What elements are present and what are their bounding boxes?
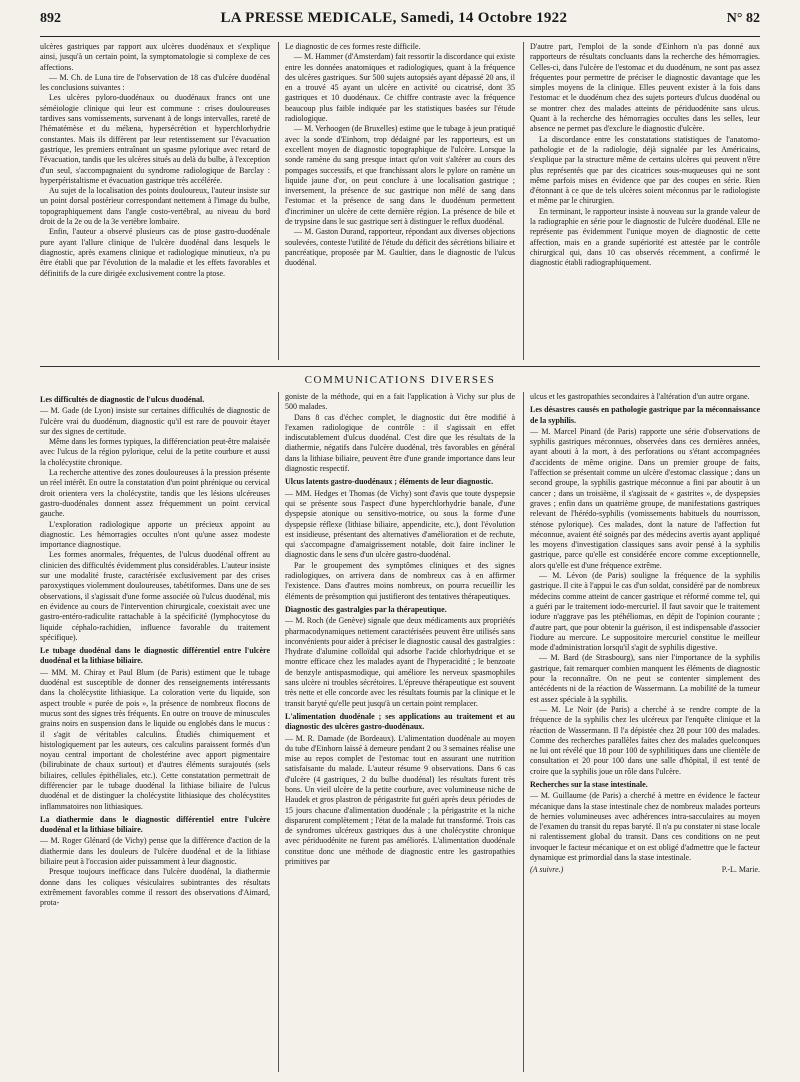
article-heading: Diagnostic des gastralgies par la thérapeutique. <box>285 604 447 614</box>
page-header <box>40 10 760 37</box>
paragraph: — M. Gaston Durand, rapporteur, répondant aux diverses objections soulevées, conteste l'utilité de l'étude du déficit des sécrétions biliaire et pancréatique, proposée par M. Gaultier, dans le diagnostic de l'ulcus duodénal. <box>285 227 515 268</box>
article-heading: Les difficultés de diagnostic de l'ulcus duodénal. <box>40 395 205 404</box>
article-heading: Recherches sur la stase intestinale. <box>530 779 648 789</box>
article-heading: La diathermie dans le diagnostic différentiel entre l'ulcère duodénal et la lithiase biliaire. <box>40 814 270 835</box>
column-divider <box>278 392 279 1072</box>
bottom-column-1 <box>40 392 270 1072</box>
article-heading: Les désastres causés en pathologie gastrique par la méconnaissance de la syphilis. <box>530 405 760 425</box>
paragraph: — M. Roger Glénard (de Vichy) pense que la différence d'action de la diathermie dans les douleurs de l'ulcère duodénal et de la lithiase biliaire peut à l'occasion aider puissamment à leur diagnostic. <box>40 836 270 867</box>
bottom-column-2 <box>285 392 515 1072</box>
issue-number: N° 82 <box>726 11 760 26</box>
section-rule <box>40 366 760 367</box>
paragraph: — M. Hammer (d'Amsterdam) fait ressortir la discordance qui existe entre les données anatomiques et radiologiques, quant à la fréquence des ulcères gastriques. Sur 500 sujets autopsiés ayant dépassé 20 ans, il en a trouvé 45 ayant un ulcère en activité ou cicatrisé, dont 35 gastriques et 10 duodénaux. Ce chiffre contraste avec la fréquence beaucoup plus faible indiquée par les statistiques basées sur l'étude radiologique. <box>285 52 515 124</box>
paragraph: — M. Roch (de Genève) signale que deux médicaments aux propriétés pharmacodynamiques nettement caractérisées peuvent être utilisés sans inconvénients pour aider à préciser le diagnostic causal des gastralgies : l'hydrate d'alumine colloïdal qui adsorbe l'acide chlorhydrique et se montre efficace chez les malades ayant de l'hyperacidité ; le benzoate de benzyle antispasmodique, qui améliore les nerveux spasmophiles sans ulcère ni troubles sécrétoires. L'épreuve thérapeutique est souvent très nette et elle concorde avec les résultats fournis par la clinique et le transit baryté qu'elle peut jusqu'à un certain point remplacer. <box>285 616 515 708</box>
paragraph: Au sujet de la localisation des points douloureux, l'auteur insiste sur un point dorsal postérieur correspondant nettement à l'image du bulbe, topographiquement dans l'angle costo-vertébral, au niveau du bord droit de la 2e ou de la 3e vertèbre lombaire. <box>40 186 270 227</box>
paragraph: — M. Lévon (de Paris) souligne la fréquence de la syphilis gastrique. Il cite à l'appui le cas d'un soldat, considéré par de nombreux médecins comme atteint de cancer gastrique et réformé comme tel, qui a guéri par le traitement iodo-mercuriel. Il faut savoir que le traitement iodure n'aggrave pas les ptéhéliomas, en dépit de l'opinion courante ; d'autre part, que pour obtenir la guérison, il est indispensable d'associer l'iodure au mercure. Le suppositoire mercuriel constitue le meilleur mode d'administration lorsqu'il s'agit de syphilis digestive. <box>530 571 760 653</box>
column-divider <box>523 392 524 1072</box>
paragraph: Les ulcères pyloro-duodénaux ou duodénaux francs ont une séméiologie clinique qui leur est commune : crises douloureuses tardives sans vomissements, survenant à de longs intervalles, rareté de l'hématémèse et du mélæna, hypersécrétion et hyperchlorhydrie constantes. Mais ils diffèrent par leur retentissement sur l'évacuation gastrique, les premiers entraînant un spasme pylorique avec retard de l'évacuation, tandis que les ulcères situés au delà du bulbe, à l'exception d'un seul, s'accompagnaient du syndrome radiologique de Barclay : hyperpéristaltisme et évacuation gastrique très accélérée. <box>40 93 270 185</box>
paragraph: Le diagnostic de ces formes reste difficile. <box>285 42 421 51</box>
paragraph: goniste de la méthode, qui en a fait l'application à Vichy sur plus de 500 malades. <box>285 392 515 412</box>
paragraph: La recherche attentive des zones douloureuses à la pression présente un réel intérêt. En outre la constatation d'un point phrénique ou cervical droit orientera vers la cholécystite, tandis que les lésions ulcéreuses gastro-duodénales donnent assez fréquemment un point cervical gauche. <box>40 468 270 519</box>
paragraph: Même dans les formes typiques, la différenciation peut-être malaisée avec l'ulcus de la région pylorique, celui de la petite courbure et aussi la cholécystite chronique. <box>40 437 270 467</box>
author-signature: P.-L. Marie. <box>721 865 760 875</box>
paragraph: — M. Guillaume (de Paris) a cherché à mettre en évidence le facteur mécanique dans la stase intestinale chez de nombreux malades porteurs de hernies volumineuses avec adhérences intra-sacculaires au moyen de l'examen du transit du repas baryté. Il n'a pu constater ni stase locale ni ralentissement global du transit. Dans ces conditions on ne peut invoquer le facteur mécanique et on est obligé d'admettre que le facteur dynamique est primordial dans la stase intestinale. <box>530 791 760 863</box>
paragraph: Dans 8 cas d'échec complet, le diagnostic dut être modifié à l'examen radiologique de contrôle : il s'agissait en effet indiscutablement d'ulcus duodénal. C'est dire que les résultats de la diathermie, négatifs dans l'ulcère duodénal, très favorables en général dans la lithiase biliaire, peuvent être d'une grande importance dans leur diagnostic respectif. <box>285 412 515 474</box>
article-heading: Le tubage duodénal dans le diagnostic différentiel entre l'ulcère duodénal et la lithiase biliaire. <box>40 646 270 666</box>
top-column-2 <box>285 42 515 360</box>
bottom-column-3 <box>530 392 760 1072</box>
signature-line <box>530 865 760 875</box>
paragraph: ulcères gastriques par rapport aux ulcères duodénaux et s'explique ainsi, jusqu'à un certain point, la symptomatologie si complexe de ces affections. <box>40 42 270 72</box>
paragraph: — M. Gade (de Lyon) insiste sur certaines difficultés de diagnostic de l'ulcère vrai du duodénum, diagnostic qu'il est rare de pouvoir étayer sur des signes de certitude. <box>40 406 270 436</box>
paragraph: — M. R. Damade (de Bordeaux). L'alimentation duodénale au moyen du tube d'Einhorn laissé à demeure pendant 2 ou 3 semaines réalise une mise au repos complet de l'estomac tout en assurant une nutrition satisfaisante du malade. L'auteur résume 9 observations. Dans 6 cas d'ulcère (4 gastriques, 2 du bulbe duodénal) les résultats furent très bons. Un vieil ulcère de la petite courbure, avec volumineuse niche de Haudek et gros plastron de périgastrite fut guéri après deux périodes de 15 jours chacune d'alimentation duodénale ; la périgastrite et la niche disparurent complètement ; l'état de la malade fut transformé. Trois cas de syndromes ulcéreux gastriques dus à une cholécystite chronique avec périduodénite ne furent pas améliorés. L'alimentation duodénale constitue donc une méthode de diagnostic entre les gastropathies primitives par <box>285 733 515 867</box>
article-heading: Ulcus latents gastro-duodénaux ; éléments de leur diagnostic. <box>285 477 494 487</box>
to-be-continued: (A suivre.) <box>530 865 564 875</box>
column-divider <box>523 42 524 360</box>
article-heading: L'alimentation duodénale ; ses applications au traitement et au diagnostic des ulcères gastro-duodénaux. <box>285 711 515 732</box>
top-column-3 <box>530 42 760 360</box>
column-divider <box>278 42 279 360</box>
paragraph: — MM. Hedges et Thomas (de Vichy) sont d'avis que toute dyspepsie qui se présente sous l'aspect d'une hyperchlorhydrie banale, d'une dyspepsie atonique ou sensitivo-motrice, ou sous la forme d'une dyspepsie réflexe (lithiase biliaire, appendicite, etc.), dont l'évolution est insidieuse, présentant des alternatives d'amélioration et de rechute, qui s'accompagne d'amaigrissement notable, doit faire incliner le diagnostic dans le sens d'un ulcère gastro-duodénal. <box>285 488 515 560</box>
journal-title: LA PRESSE MEDICALE, Samedi, 14 Octobre 1922 <box>220 10 568 26</box>
paragraph: L'exploration radiologique apporte un précieux appoint au diagnostic. Les hémorragies occultes n'ont qu'une assez modeste importance diagnostique. <box>40 519 270 550</box>
paragraph: — M. Verhoogen (de Bruxelles) estime que le tubage à jeun pratiqué avec la sonde d'Einhorn, trop dédaigné par les rapporteurs, est un excellent moyen de diagnostic topographique de l'ulcère. Lorsque la sonde ramène du sang presque intact qu'on voit s'altérer au cours des pompages successifs, et que franchissant alors le pylore on ramène un liquide jaune d'or, on peut conclure à une localisation gastrique ; inversement, la présence de suc gastrique non mêlé de sang dans l'estomac et la présence de sang dans le duodénum permettent d'incriminer un ulcère de cette dernière région. La présence de bile et de trypsine dans le suc gastrique sert à distinguer le reflux duodénal. <box>285 124 515 227</box>
paragraph: Enfin, l'auteur a observé plusieurs cas de ptose gastro-duodénale pure ayant l'allure clinique de l'ulcère duodénal dans lesquels le diagnostic, après examens clinique et radiologique minutieux, n'a pu être établi que par l'évolution de la maladie et les effets favorables et définitifs de la cure dirigée exclusivement contre la ptose. <box>40 227 270 278</box>
paragraph: Les formes anormales, fréquentes, de l'ulcus duodénal offrent au clinicien des difficultés évidemment plus considérables. L'auteur insiste sur une modalité fruste, caractérisée exclusivement par des crises paroxystiques violemment douloureuses, tabétiformes. Dans une de ses observations, il s'agissait d'une forme associée où l'ulcus duodénal, mis en évidence au cours de l'intervention chirurgicale, coexistait avec une gastro-entéro-radiculite rattachable à la spécificité (lymphocytose du liquide céphalo-rachidien, influence favorable du traitement spécifique). <box>40 550 270 642</box>
paragraph: — M. Le Noir (de Paris) a cherché à se rendre compte de la fréquence de la syphilis chez les ulcéreux par l'enquête clinique et la réaction de Wassermann. Il l'a dépistée chez 28 pour 100 des malades. Comme des recherches parallèles faites chez des malades quelconques ne lui ont révélé que 18 pour 100 de syphilitiques dans une clientèle de consultation et 20 pour 100 dans une salle d'hôpital, il est tenté de croire que la syphilis joue un rôle dans l'ulcère. <box>530 704 760 776</box>
page-number: 892 <box>40 11 61 26</box>
paragraph: La discordance entre les constatations statistiques de l'anatomo-pathologie et de la radiologie, déjà signalée par les Américains, s'explique par la structure même de certains ulcères qui peuvent n'être plus représentés que par des cicatrices sous-muqueuses qui ne sont même parfois mises en évidence que par des coupes en série. Rien d'étonnant à ce que de tels ulcères soient méconnus par le radiologiste et même par le chirurgien. <box>530 134 760 206</box>
section-title: COMMUNICATIONS DIVERSES <box>304 374 496 386</box>
paragraph: ulcus et les gastropathies secondaires à l'altération d'un autre organe. <box>530 392 750 401</box>
paragraph: D'autre part, l'emploi de la sonde d'Einhorn n'a pas donné aux rapporteurs de résultats concluants dans la recherche des hémorragies. Celles-ci, dans l'ulcère de l'estomac et du duodénum, ne sont pas assez fréquentes pour permettre de préciser le diagnostic davantage que les simples moyens de la clinique. Elles peuvent exister à la fois dans l'estomac et le duodénum chez des sujets porteurs d'ulcus duodénal ou se montrer chez des malades atteints de périduodénite sans ulcus. Quant à la recherche des hémorragies occultes dans les selles, leur absence ne permet pas d'exclure le diagnostic d'ulcère. <box>530 42 760 134</box>
paragraph: — M. Ch. de Luna tire de l'observation de 18 cas d'ulcère duodénal les conclusions suivantes : <box>40 72 270 93</box>
paragraph: Par le groupement des symptômes cliniques et des signes radiologiques, on arrivera dans de nombreux cas à en affirmer l'existence. Dans d'autres moins nombreux, on pourra recueillir les éléments de présomption qui justifieront des tentatives thérapeutiques. <box>285 560 515 601</box>
paragraph: En terminant, le rapporteur insiste à nouveau sur la grande valeur de la radiographie en série pour le diagnostic de l'ulcère duodénal. Elle ne représente pas évidemment l'unique moyen de diagnostic de cette affection, mais en a grande supériorité est attestée par le contrôle chirurgical qui, dans 10 cas observés récemment, a confirmé le diagnostic établi radiographiquement. <box>530 206 760 268</box>
paragraph: — MM. M. Chiray et Paul Blum (de Paris) estiment que le tubage duodénal est susceptible de donner des renseignements intéressants dans la cholécystite lithiasique. La coloration verte du liquide, son aspect trouble « purée de pois », la présence de nombreux flocons de mucus sont des signes très fréquents. En outre on trouve de minuscules grains noirs en suspension dans le liquide ou englobés dans le mucus : il s'agit de véritables calculins. Étudiés chimiquement et histologiquement par les auteurs, ces calculins paraissent formés d'un noyau central important de cholestérine avec apport pigmentaire (bilirubinate de chaux surtout) et d'autres éléments surajoutés (sels biliaires, cellules épithéliales, etc.). Cette constatation permettrait de différencier par le tubage duodénal la lithiase biliaire de l'ulcus duodénal et de distinguer la cholécystite lithiasique des cholécystites inflammatoires non lithiasiques. <box>40 667 270 811</box>
paragraph: — M. Marcel Pinard (de Paris) rapporte une série d'observations de syphilis gastriques méconnues, observées dans ces dernières années, ayant abouti à la mort, à des perforations ou s'étant accompagnées d'accidents de même origine. Dans un premier groupe de faits, l'affection se présentait comme un ulcère d'estomac classique ; dans un second groupe, la syphilis gastrique méconnue a fini par aboutir à un cancer ; dans un troisième, il s'agissait de « gastrites », de dyspepsies graves ; enfin dans un quatrième groupe, de manifestations gastriques relevant de l'hérédo-syphilis (vomissements habituels du nourrisson, sténose pylorique). Ces malades, dont la nature de l'affection fut méconnue, avaient été soignés par des médecins avertis ayant appliqué les moyens d'investigation classiques sans avoir pensé à la syphilis gastrique, parce qu'elle est considérée encore comme exceptionnelle, alors qu'elle est d'une fréquence extrême. <box>530 426 760 570</box>
paragraph: — M. Bard (de Strasbourg), sans nier l'importance de la syphilis gastrique, fait remarquer combien manquent les éléments de diagnostic pour la reconnaître. On ne peut se contenter simplement des antécédents ni de la réaction de Wassermann. La mobilité de la tumeur est assez spéciale à la syphilis. <box>530 653 760 704</box>
top-column-1 <box>40 42 270 360</box>
paragraph: Presque toujours inefficace dans l'ulcère duodénal, la diathermie donne dans les coliques vésiculaires subintrantes des résultats extrêmement favorables comme il ressort des observations d'Aimard, prota- <box>40 867 270 908</box>
